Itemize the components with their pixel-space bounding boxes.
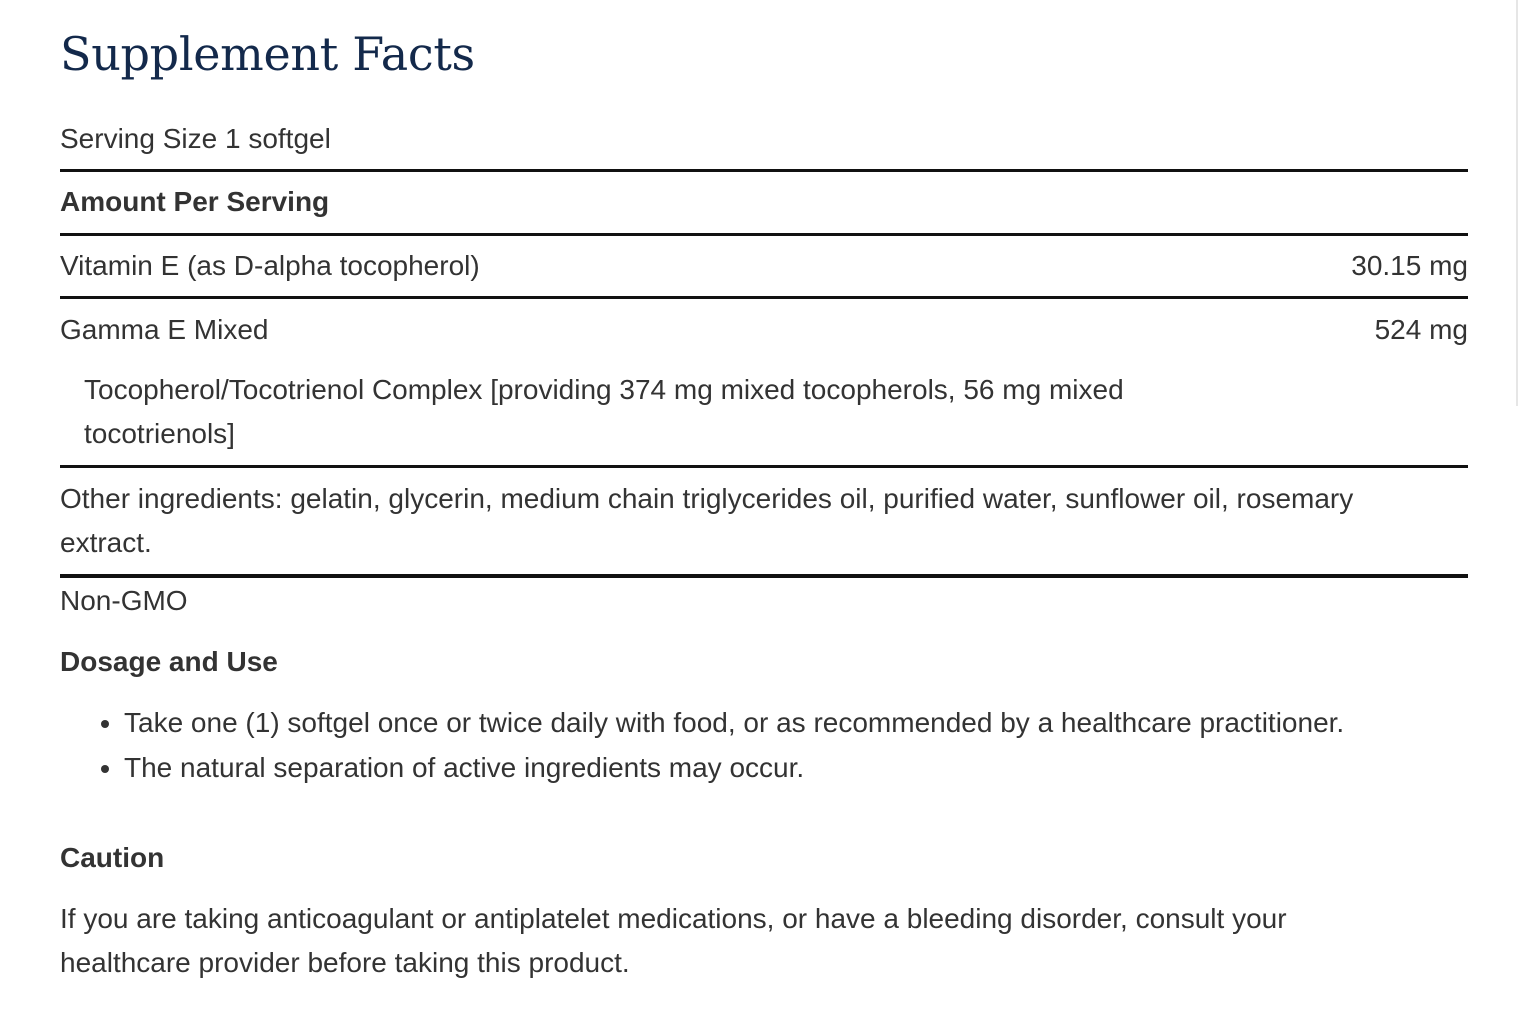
dosage-heading: Dosage and Use (60, 646, 278, 677)
caution-text: If you are taking anticoagulant or antiplatelet medications, or have a bleeding disorder, consult your healthcare provider before taking this product. (60, 903, 1287, 978)
page-title: Supplement Facts (60, 27, 475, 81)
divider (60, 296, 1468, 299)
amount-per-serving-header: Amount Per Serving (60, 186, 330, 217)
ingredient-amount: 524 mg (1374, 314, 1468, 345)
other-ingredients: Other ingredients: gelatin, glycerin, medium chain triglycerides oil, purified water, sunflower oil, rosemary extract. (60, 483, 1354, 558)
sub-ingredient: Tocopherol/Tocotrienol Complex [providing 374 mg mixed tocopherols, 56 mg mixed tocotrienols] (84, 374, 1124, 449)
ingredient-row (60, 308, 1468, 352)
list-item: • Take one (1) softgel once or twice daily with food, or as recommended by a healthcare practitioner. (124, 700, 1504, 745)
ingredient-name: Gamma E Mixed (60, 314, 269, 345)
ingredient-amount: 30.15 mg (1351, 250, 1468, 281)
divider (60, 465, 1468, 468)
ingredient-name: Vitamin E (as D-alpha tocopherol) (60, 250, 480, 281)
list-item: • The natural separation of active ingredients may occur. (124, 745, 1504, 790)
non-gmo-badge: Non-GMO (60, 585, 188, 616)
caution-heading: Caution (60, 842, 165, 873)
divider (60, 169, 1468, 172)
dosage-list (60, 700, 1504, 790)
serving-size: Serving Size 1 softgel (60, 123, 331, 154)
divider-thick (60, 574, 1468, 578)
divider (60, 233, 1468, 236)
ingredient-row (60, 244, 1468, 288)
